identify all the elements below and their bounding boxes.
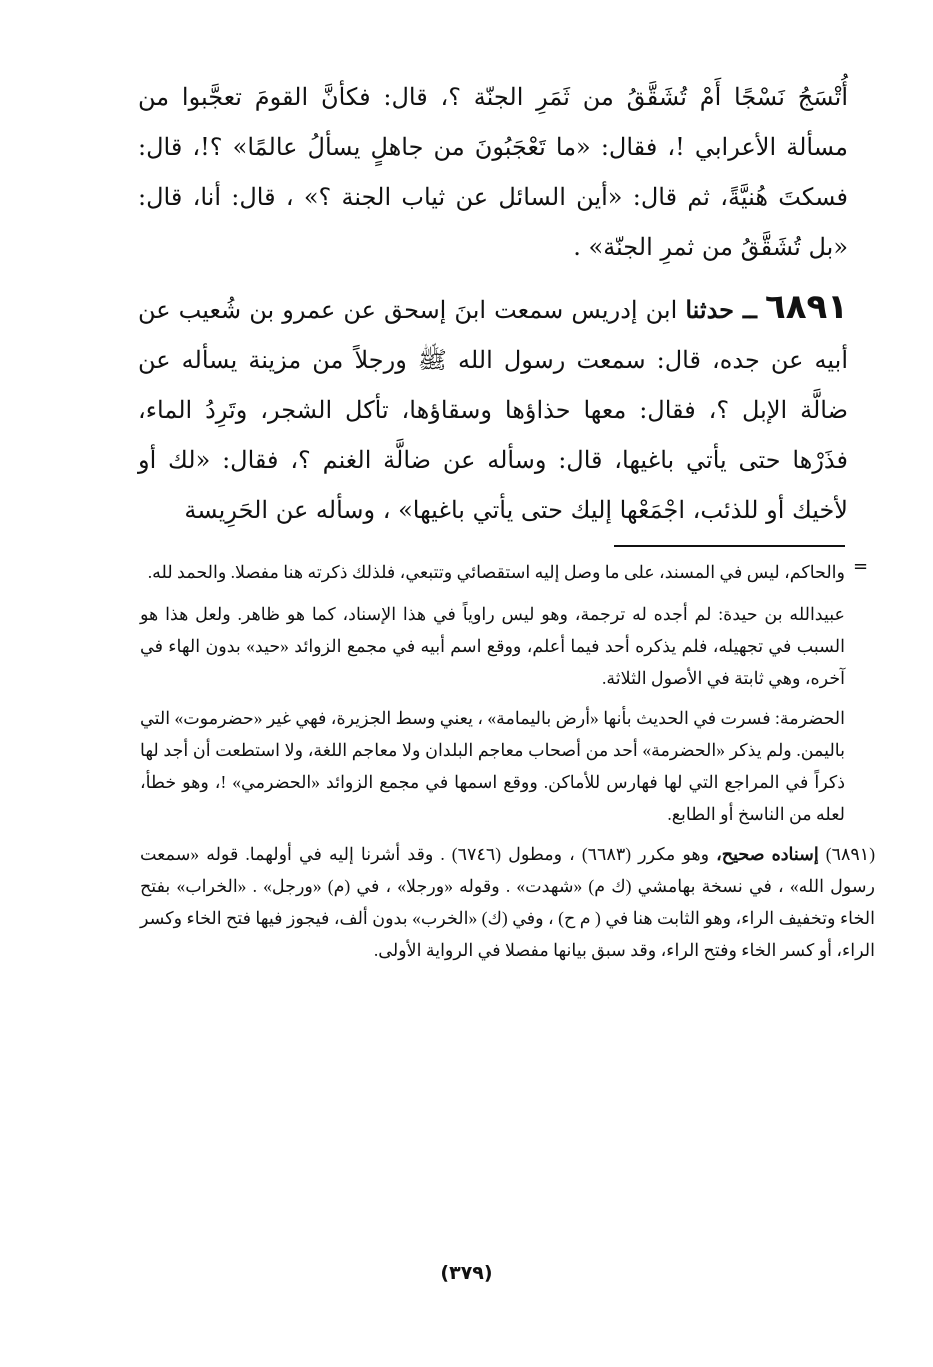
main-paragraph-continuation: أُتْسَجُ نَسْجًا أَمْ تُشَقَّقُ من ثَمَرِ الجنّة ؟، قال: فكأنَّ القومَ تعجَّبوا من مسألة الأعرابي !، فقال: «ما تَعْجَبُونَ من جاهلٍ يسألُ عالمًا» ؟!، قال: فسكتَ هُنيَّةً، ثم قال: «أين السائل عن ثياب الجنة ؟» ، قال: أنا، قال: «بل تُشَقَّقُ من ثمرِ الجنّة» . xyxy=(138,83,848,261)
hadith-lead: ــ حدثنا xyxy=(685,295,757,324)
footnote-4 xyxy=(140,838,875,966)
hadith-paragraph xyxy=(138,282,848,535)
footnote-divider xyxy=(614,545,845,547)
footnote-continuation-mark: = xyxy=(853,556,869,577)
hadith-text: ابن إدريس سمعت ابنَ إسحق عن عمرو بن شُعيب عن أبيه عن جده، قال: سمعت رسول الله ﷺ ورجلاً من مزينة يسأله عن ضالَّة الإبل ؟، فقال: معها حذاؤها وسقاؤها، تأكل الشجر، وتَرِدُ الماء، فذَرْها حتى يأتي باغيها، قال: وسأله عن ضالَّة الغنم ؟، فقال: «لك أو لأخيك أو للذئب، اجْمَعْها إليك حتى يأتي باغيها» ، وسأله عن الحَرِيسة xyxy=(138,296,848,524)
footnote-4-number: (٦٨٩١) xyxy=(825,844,876,864)
footnote-4-head: إسناده صحيح، xyxy=(716,844,819,864)
footnote-3: الحضرمة: فسرت في الحديث بأنها «أرض باليمامة» ، يعني وسط الجزيرة، فهي غير «حضرموت» التي باليمن. ولم يذكر «الحضرمة» أحد من أصحاب معاجم البلدان ولا معاجم اللغة، ولا استطعت أن أجد لها ذكراً في المراجع التي لها فهارس للأماكن. ووقع اسمها في مجمع الزوائد «الحضرمي» !، وهو خطأ، لعله من الناسخ أو الطابع. xyxy=(140,708,845,824)
footnote-4-text: وهو مكرر (٦٦٨٣) ، ومطول (٦٧٤٦) . وقد أشرنا إليه في أولهما. قوله «سمعت رسول الله» ، في نسخة بهامشي (ك م) «شهدت» . وقوله «ورجلا» ، في (م) «ورجل» . «الخراب» بفتح الخاء وتخفيف الراء، وهو الثابت هنا في ( م ح) ، وفي (ك) «الخرب» بدون ألف، فيجوز فيها فتح الخاء وكسر الراء، أو كسر الخاء وفتح الراء، وقد سبق بيانها مفصلا في الرواية الأولى. xyxy=(140,844,875,960)
page-number: (٣٧٩) xyxy=(440,1262,493,1284)
hadith-number: ٦٨٩١ xyxy=(764,287,848,327)
footnote-2: عبيدالله بن حيدة: لم أجده له ترجمة، وهو ليس راوياً في هذا الإسناد، كما هو ظاهر. ولعل هذا هو السبب في تجهيله، فلم يذكره أحد فيما أعلم، ووقع اسم أبيه في مجمع الزوائد «حيد» بدون الهاء في آخره، وهي ثابتة في الأصول الثلاثة. xyxy=(140,604,845,688)
footnotes-section xyxy=(140,556,876,976)
footnote-1: والحاكم، ليس في المسند، على ما وصل إليه استقصائي وتتبعي، فلذلك ذكرته هنا مفصلا. والحمد لله. xyxy=(147,562,845,582)
